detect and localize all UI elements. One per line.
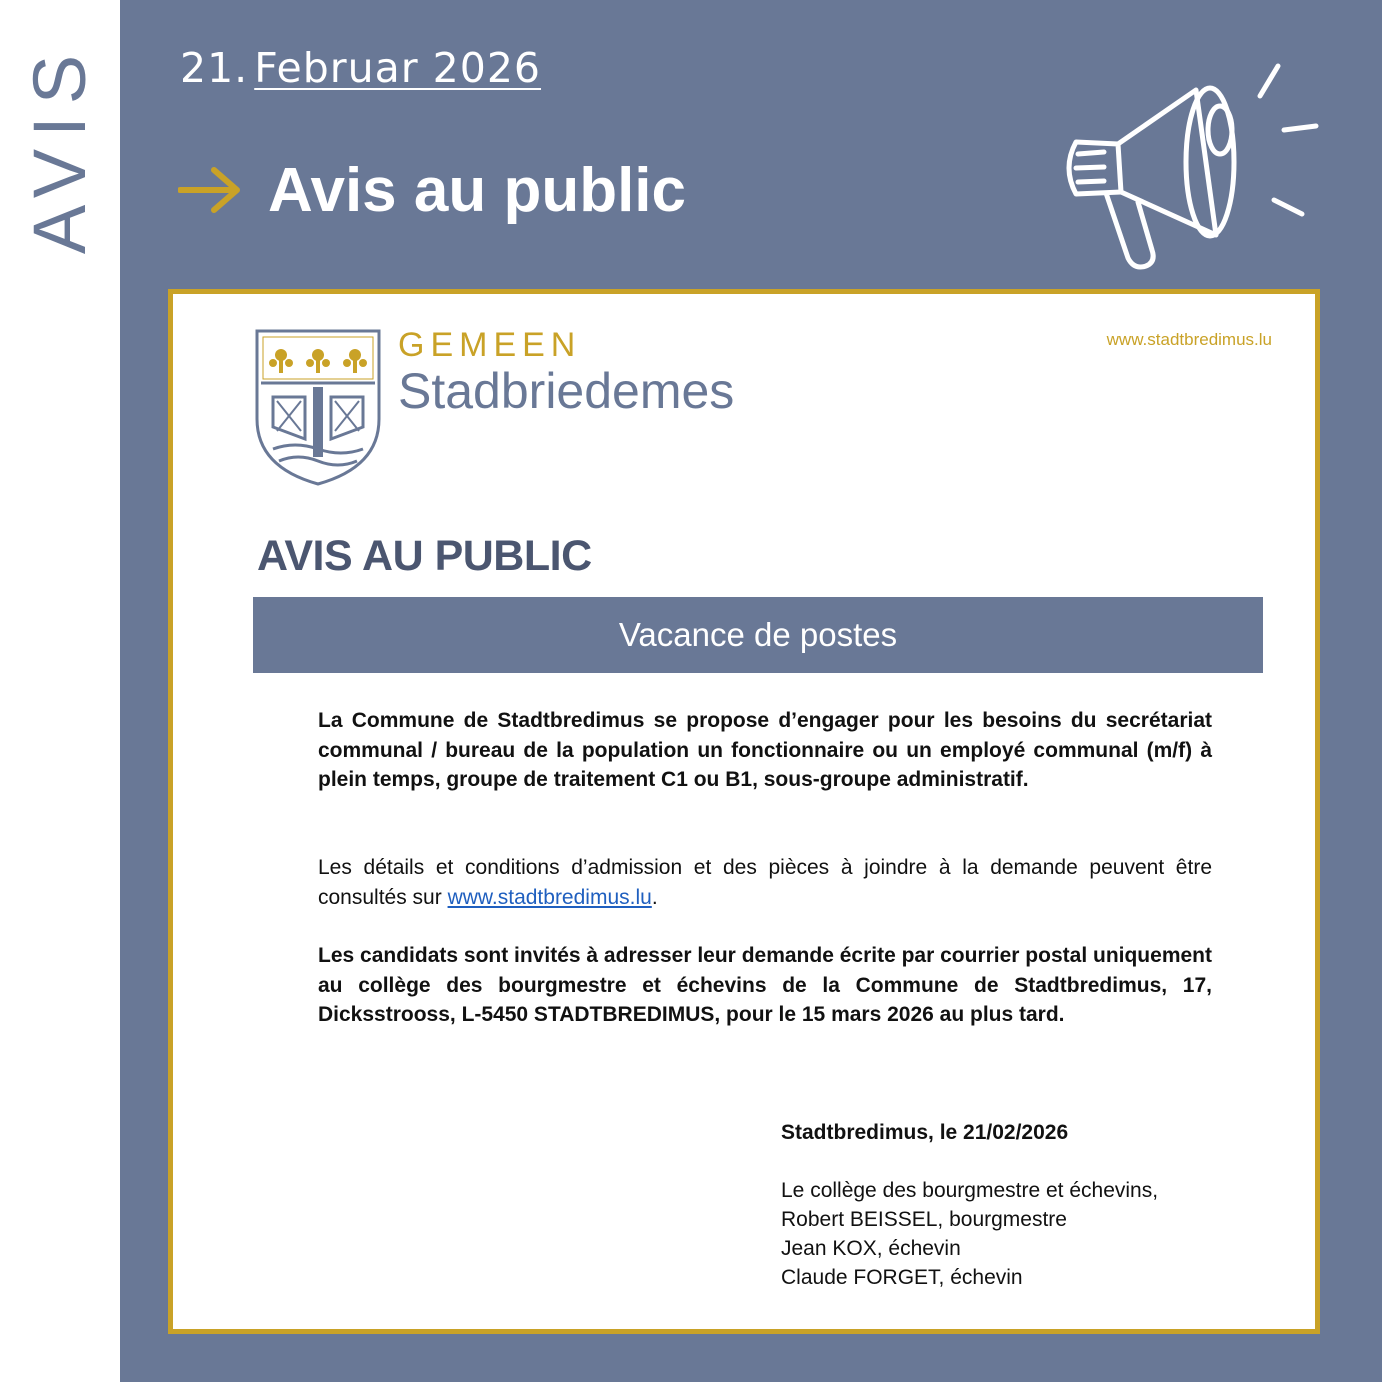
signatory-line: Le collège des bourgmestre et échevins, <box>781 1179 1159 1202</box>
crest-logo <box>253 327 383 487</box>
paragraph-application: Les candidats sont invités à adresser leur demande écrite par courrier postal uniquement au collège des bourgmestre et échevins de la Commune de Stadtbredimus, 17, Dicksstrooss, L-5450 STADTBREDIMUS, pour le 15 mars 2026 au plus tard. <box>318 944 1212 1026</box>
brand-name: Stadbriedemes <box>398 363 735 419</box>
signatories <box>781 1176 1158 1292</box>
side-strip <box>0 0 120 1382</box>
place-date: Stadtbredimus, le 21/02/2026 <box>781 1121 1069 1144</box>
paragraph-intro: La Commune de Stadtbredimus se propose d’engager pour les besoins du secrétariat communal / bureau de la population un fonctionnaire ou un employé communal (m/f) à plein temps, groupe de traitement C1 ou B1, sous-groupe administratif. <box>318 709 1212 791</box>
arrow-right-icon <box>178 167 242 213</box>
side-label-text: AVIS <box>18 42 102 254</box>
signatory-line: Jean KOX, échevin <box>781 1237 961 1260</box>
document-title: AVIS AU PUBLIC <box>257 532 592 580</box>
side-label <box>8 38 112 258</box>
post-date <box>180 44 541 92</box>
paragraph-details <box>318 853 1212 912</box>
paragraph-details-end: . <box>651 885 658 909</box>
megaphone-icon <box>1046 30 1326 270</box>
page-heading <box>178 152 686 228</box>
paragraph-details-text: Les détails et conditions d’admission et des pièces à joindre à la demande peuvent être consultés sur <box>318 856 1212 909</box>
date-month-year: Februar 2026 <box>254 44 542 92</box>
details-link[interactable]: www.stadtbredimus.lu <box>447 885 652 909</box>
banner-text: Vacance de postes <box>618 616 898 653</box>
signatory-line: Claude FORGET, échevin <box>781 1266 1023 1289</box>
signatory-line: Robert BEISSEL, bourgmestre <box>781 1208 1067 1231</box>
date-day: 21. <box>180 44 249 92</box>
page-title: Avis au public <box>268 155 687 225</box>
brand-subtitle: GEMEEN <box>398 326 582 364</box>
section-banner <box>253 597 1263 673</box>
website-link[interactable]: www.stadtbredimus.lu <box>1106 330 1272 349</box>
